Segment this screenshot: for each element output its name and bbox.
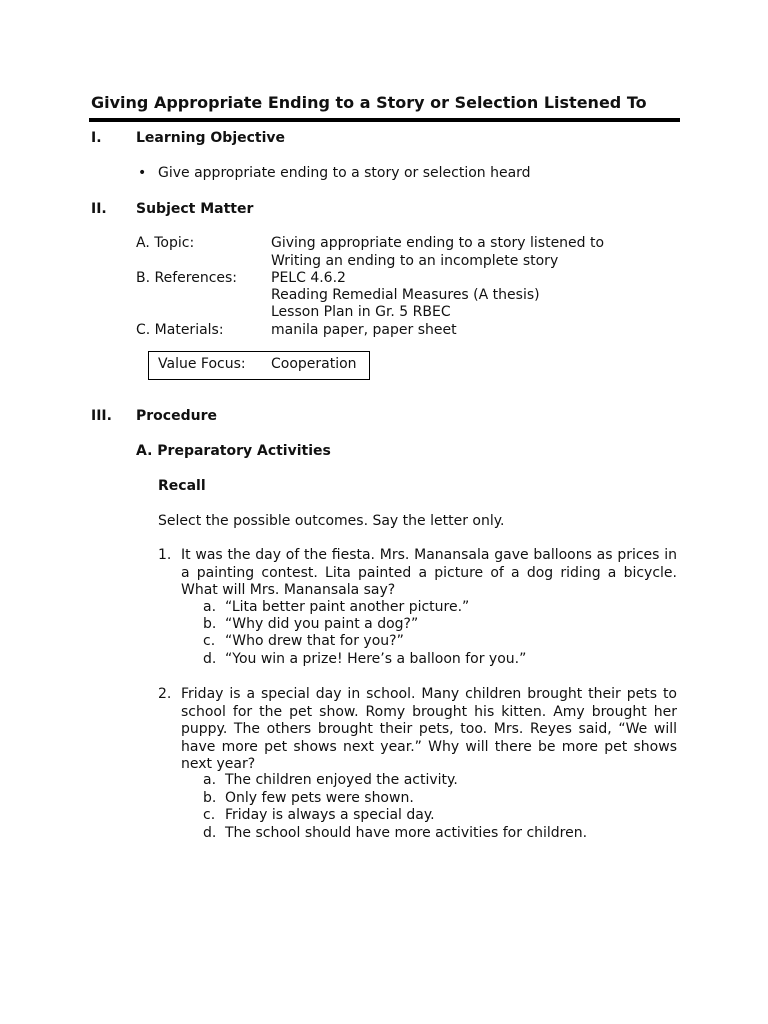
value-focus-label: Value Focus: <box>158 356 246 372</box>
bullet-icon: • <box>138 165 147 181</box>
value-focus-value: Cooperation <box>271 356 357 372</box>
q2-option-text: The children enjoyed the activity. <box>225 772 458 788</box>
question-1-number: 1. <box>158 547 172 563</box>
section-i-numeral: I. <box>91 130 102 146</box>
topic-line-2: Writing an ending to an incomplete story <box>271 253 559 269</box>
section-i-heading: Learning Objective <box>136 130 286 146</box>
q2-option-letter: d. <box>203 825 217 841</box>
recall-heading: Recall <box>158 478 206 494</box>
section-iii-heading: Procedure <box>136 408 217 424</box>
section-iii-numeral: III. <box>91 408 112 424</box>
q2-option-letter: a. <box>203 772 217 788</box>
reference-3: Lesson Plan in Gr. 5 RBEC <box>271 304 451 320</box>
references-label: B. References: <box>136 270 238 286</box>
title-rule <box>89 118 680 122</box>
document-title: Giving Appropriate Ending to a Story or Selection Listened To <box>91 93 647 112</box>
section-ii-numeral: II. <box>91 201 107 217</box>
q1-option-text: “Why did you paint a dog?” <box>225 616 419 632</box>
materials-value: manila paper, paper sheet <box>271 322 457 338</box>
q1-option-text: “Lita better paint another picture.” <box>225 599 470 615</box>
question-2-text: Friday is a special day in school. Many children brought their pets to school for the pet show. Romy brought his kitten. Amy brought her puppy. The others brought their pets, too. Mrs. Reyes said, “We will have more pet shows next year.” Why will there be more pet shows next year? <box>181 686 677 772</box>
objective-text: Give appropriate ending to a story or selection heard <box>158 165 531 181</box>
q2-option-letter: b. <box>203 790 217 806</box>
q1-option-letter: c. <box>203 633 216 649</box>
q1-option-text: “You win a prize! Here’s a balloon for you.” <box>225 651 527 667</box>
q1-option-letter: a. <box>203 599 217 615</box>
instruction-text: Select the possible outcomes. Say the letter only. <box>158 513 505 529</box>
q2-option-text: Friday is always a special day. <box>225 807 435 823</box>
reference-1: PELC 4.6.2 <box>271 270 346 286</box>
topic-line-1: Giving appropriate ending to a story listened to <box>271 235 605 251</box>
q2-option-text: Only few pets were shown. <box>225 790 414 806</box>
q1-option-text: “Who drew that for you?” <box>225 633 404 649</box>
question-1-text: It was the day of the fiesta. Mrs. Manansala gave balloons as prices in a painting contest. Lita painted a picture of a dog riding a bicycle. What will Mrs. Manansala say? <box>181 547 677 598</box>
q2-option-text: The school should have more activities for children. <box>225 825 588 841</box>
topic-label: A. Topic: <box>136 235 195 251</box>
q1-option-letter: b. <box>203 616 217 632</box>
q1-option-letter: d. <box>203 651 217 667</box>
reference-2: Reading Remedial Measures (A thesis) <box>271 287 540 303</box>
q2-option-letter: c. <box>203 807 216 823</box>
section-ii-heading: Subject Matter <box>136 201 254 217</box>
question-2-number: 2. <box>158 686 172 702</box>
materials-label: C. Materials: <box>136 322 224 338</box>
subsection-preparatory-activities: A. Preparatory Activities <box>136 443 331 459</box>
